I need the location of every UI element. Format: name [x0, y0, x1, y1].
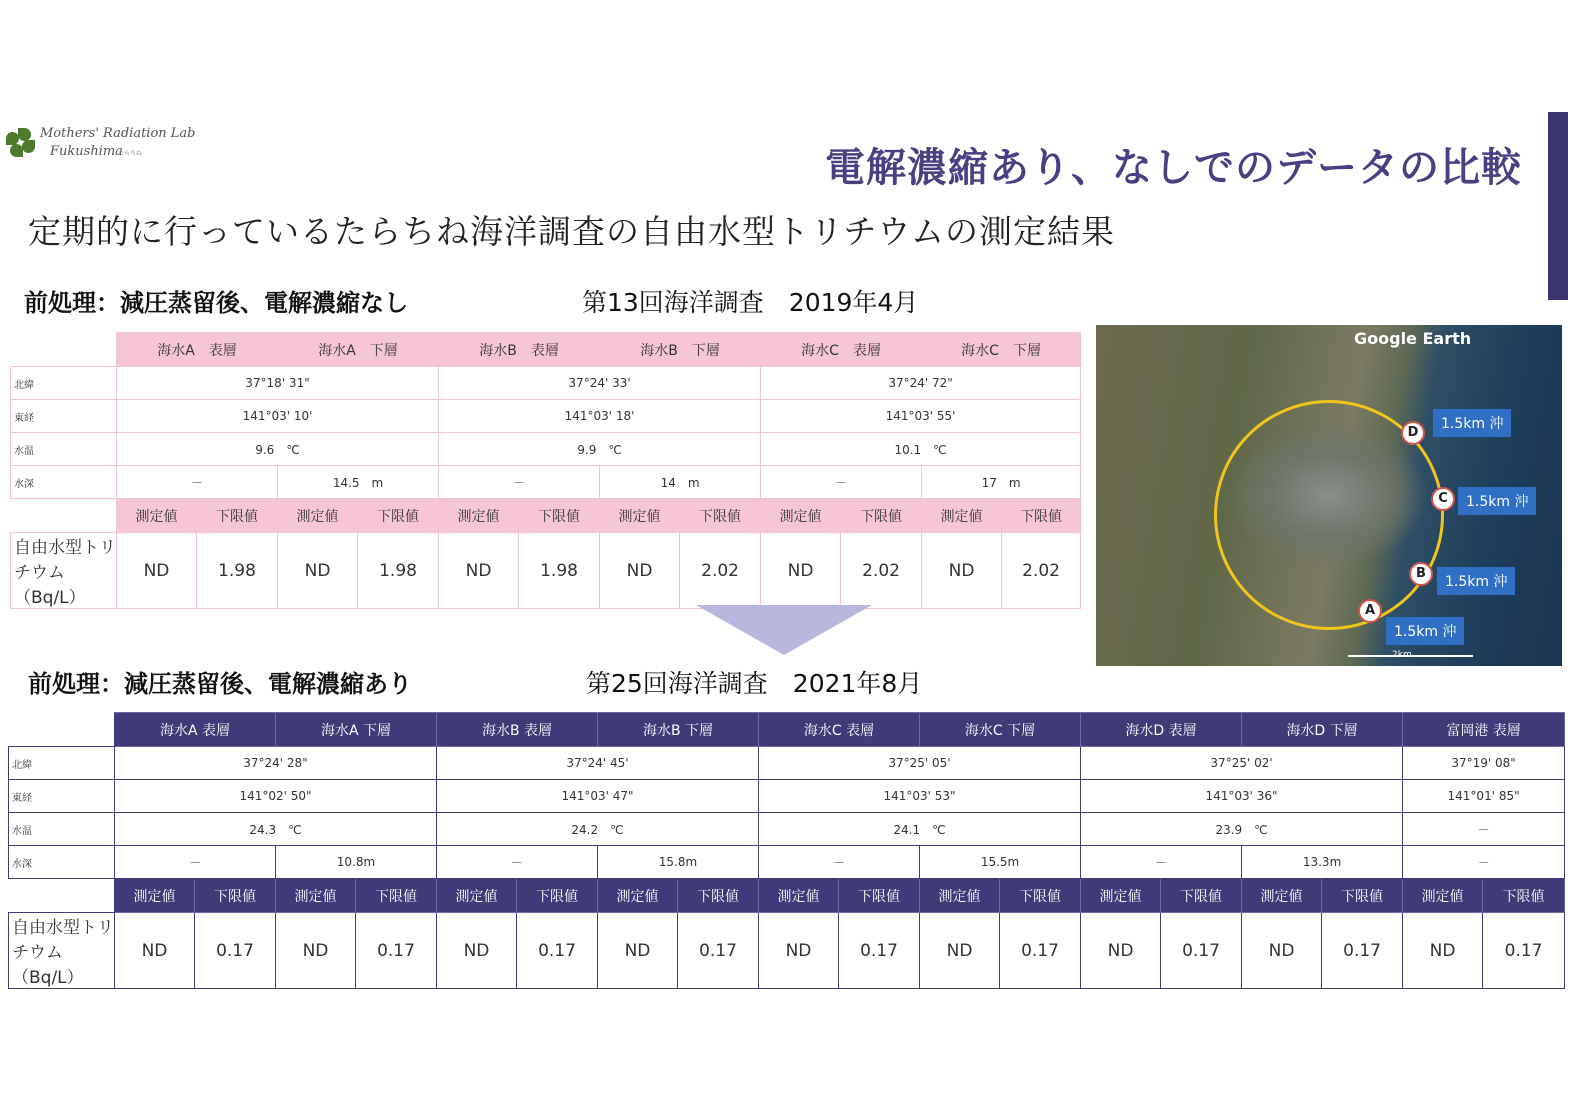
- limit-value: 0.17: [195, 913, 276, 989]
- column-header: 海水B 表層: [439, 333, 600, 367]
- limit-header: 下限値: [358, 499, 439, 533]
- limit-value: 0.17: [356, 913, 437, 989]
- measure-header: 測定値: [439, 499, 519, 533]
- table-row: [11, 466, 1081, 499]
- longitude-cell: 141°03' 53": [759, 780, 1081, 813]
- latitude-cell: 37°24' 28": [115, 747, 437, 780]
- temperature-cell: 24.1 ℃: [759, 813, 1081, 846]
- temperature-cell: －: [1403, 813, 1565, 846]
- column-header: 海水C 表層: [759, 713, 920, 747]
- limit-header: 下限値: [1161, 879, 1242, 913]
- measure-header: 測定値: [922, 499, 1002, 533]
- pretreatment-label-2019: 前処理：減圧蒸留後、電解濃縮なし: [24, 289, 408, 317]
- limit-value: 0.17: [1161, 913, 1242, 989]
- latitude-cell: 37°24' 45': [437, 747, 759, 780]
- result-row: [11, 533, 1081, 609]
- row-label: 東経: [9, 780, 115, 813]
- column-header: 富岡港 表層: [1403, 713, 1565, 747]
- temperature-cell: 24.2 ℃: [437, 813, 759, 846]
- limit-header: 下限値: [839, 879, 920, 913]
- measure-header: 測定値: [278, 499, 358, 533]
- limit-value: 0.17: [1000, 913, 1081, 989]
- column-header: 海水B 下層: [598, 713, 759, 747]
- measure-header: 測定値: [117, 499, 197, 533]
- longitude-cell: 141°03' 55': [761, 400, 1081, 433]
- temperature-cell: 24.3 ℃: [115, 813, 437, 846]
- survey-label-2021: 第25回海洋調査 2021年8月: [586, 669, 923, 698]
- subheader-row: [9, 879, 1565, 913]
- depth-cell: －: [759, 846, 920, 879]
- measure-header: 測定値: [1242, 879, 1322, 913]
- measure-header: 測定値: [598, 879, 678, 913]
- table-row: [9, 813, 1565, 846]
- limit-header: 下限値: [678, 879, 759, 913]
- clover-icon: [22, 140, 35, 153]
- depth-cell: －: [1403, 846, 1565, 879]
- limit-header: 下限値: [519, 499, 600, 533]
- row-label: 北緯: [9, 747, 115, 780]
- table-row: [9, 780, 1565, 813]
- latitude-cell: 37°25' 02': [1081, 747, 1403, 780]
- point-marker: B: [1409, 562, 1433, 586]
- row-label: 東経: [11, 400, 117, 433]
- longitude-cell: 141°03' 47": [437, 780, 759, 813]
- measure-header: 測定値: [759, 879, 839, 913]
- point-label: 1.5km 沖: [1458, 487, 1536, 515]
- point-label: 1.5km 沖: [1386, 617, 1464, 645]
- measure-header: 測定値: [1081, 879, 1161, 913]
- measure-header: 測定値: [1403, 879, 1483, 913]
- depth-cell: 15.5m: [920, 846, 1081, 879]
- temperature-cell: 9.9 ℃: [439, 433, 761, 466]
- limit-header: 下限値: [1322, 879, 1403, 913]
- page-subtitle: 定期的に行っているたらちね海洋調査の自由水型トリチウムの測定結果: [28, 212, 1116, 251]
- result-value: ND: [115, 913, 195, 989]
- result-value: ND: [920, 913, 1000, 989]
- result-value: ND: [278, 533, 358, 609]
- map-brand: Google Earth: [1354, 329, 1472, 348]
- row-label: 水深: [11, 466, 117, 499]
- point-marker: C: [1431, 487, 1455, 511]
- point-label: 1.5km 沖: [1437, 567, 1515, 595]
- depth-cell: 10.8m: [276, 846, 437, 879]
- limit-header: 下限値: [1002, 499, 1081, 533]
- table-row: [9, 747, 1565, 780]
- depth-cell: －: [439, 466, 600, 499]
- results-table-2021: [8, 712, 1565, 989]
- limit-value: 2.02: [841, 533, 922, 609]
- result-row: [9, 913, 1565, 989]
- result-value: ND: [1081, 913, 1161, 989]
- table-header-row: [9, 713, 1565, 747]
- result-value: ND: [761, 533, 841, 609]
- temperature-cell: 10.1 ℃: [761, 433, 1081, 466]
- table-row: [9, 846, 1565, 879]
- limit-header: 下限値: [517, 879, 598, 913]
- row-label: 自由水型トリチウム（Bq/L）: [9, 913, 115, 989]
- depth-cell: －: [437, 846, 598, 879]
- result-value: ND: [276, 913, 356, 989]
- result-value: ND: [437, 913, 517, 989]
- longitude-cell: 141°02' 50": [115, 780, 437, 813]
- measure-header: 測定値: [115, 879, 195, 913]
- survey-label-2019: 第13回海洋調査 2019年4月: [582, 288, 919, 317]
- results-table-2019: [10, 332, 1081, 609]
- longitude-cell: 141°03' 10': [117, 400, 439, 433]
- row-label: 北緯: [11, 367, 117, 400]
- latitude-cell: 37°19' 08": [1403, 747, 1565, 780]
- column-header: 海水C 下層: [920, 713, 1081, 747]
- row-label: 自由水型トリチウム（Bq/L）: [11, 533, 117, 609]
- table-row: [11, 400, 1081, 433]
- limit-header: 下限値: [841, 499, 922, 533]
- limit-header: 下限値: [1483, 879, 1565, 913]
- column-header: 海水C 下層: [922, 333, 1081, 367]
- depth-cell: 13.3m: [1242, 846, 1403, 879]
- limit-header: 下限値: [195, 879, 276, 913]
- depth-cell: －: [1081, 846, 1242, 879]
- depth-cell: 14.5 m: [278, 466, 439, 499]
- depth-cell: －: [115, 846, 276, 879]
- column-header: 海水B 下層: [600, 333, 761, 367]
- limit-value: 0.17: [517, 913, 598, 989]
- depth-cell: 17 m: [922, 466, 1081, 499]
- point-label: 1.5km 沖: [1433, 409, 1511, 437]
- limit-value: 1.98: [358, 533, 439, 609]
- result-value: ND: [600, 533, 680, 609]
- down-arrow-icon: [696, 605, 872, 655]
- limit-value: 2.02: [1002, 533, 1081, 609]
- result-value: ND: [1242, 913, 1322, 989]
- latitude-cell: 37°18' 31": [117, 367, 439, 400]
- column-header: 海水A 下層: [276, 713, 437, 747]
- result-value: ND: [759, 913, 839, 989]
- page-title: 電解濃縮あり、なしでのデータの比較: [825, 145, 1522, 191]
- row-label: 水深: [9, 846, 115, 879]
- column-header: 海水D 下層: [1242, 713, 1403, 747]
- limit-value: 0.17: [1483, 913, 1565, 989]
- depth-cell: 15.8m: [598, 846, 759, 879]
- result-value: ND: [439, 533, 519, 609]
- measure-header: 測定値: [276, 879, 356, 913]
- depth-cell: 14 m: [600, 466, 761, 499]
- column-header: 海水B 表層: [437, 713, 598, 747]
- map-scale-label: 2km: [1392, 650, 1412, 660]
- accent-bar: [1548, 112, 1568, 300]
- latitude-cell: 37°24' 72": [761, 367, 1081, 400]
- result-value: ND: [598, 913, 678, 989]
- limit-value: 2.02: [680, 533, 761, 609]
- longitude-cell: 141°03' 18': [439, 400, 761, 433]
- table-row: [11, 367, 1081, 400]
- column-header: 海水D 表層: [1081, 713, 1242, 747]
- point-marker: D: [1401, 421, 1425, 445]
- limit-value: 0.17: [1322, 913, 1403, 989]
- depth-cell: －: [117, 466, 278, 499]
- limit-value: 1.98: [197, 533, 278, 609]
- table-row: [11, 433, 1081, 466]
- measure-header: 測定値: [761, 499, 841, 533]
- measure-header: 測定値: [920, 879, 1000, 913]
- map-image: [1096, 325, 1562, 666]
- longitude-cell: 141°01' 85": [1403, 780, 1565, 813]
- logo-text: Fukushima: [50, 144, 123, 159]
- result-value: ND: [1403, 913, 1483, 989]
- logo-text: たらちね: [118, 150, 143, 157]
- column-header: 海水C 表層: [761, 333, 922, 367]
- limit-header: 下限値: [680, 499, 761, 533]
- latitude-cell: 37°24' 33': [439, 367, 761, 400]
- column-header: 海水A 下層: [278, 333, 439, 367]
- temperature-cell: 23.9 ℃: [1081, 813, 1403, 846]
- column-header: 海水A 表層: [115, 713, 276, 747]
- longitude-cell: 141°03' 36": [1081, 780, 1403, 813]
- limit-header: 下限値: [197, 499, 278, 533]
- pretreatment-label-2021: 前処理：減圧蒸留後、電解濃縮あり: [28, 670, 412, 698]
- row-label: 水温: [11, 433, 117, 466]
- measure-header: 測定値: [600, 499, 680, 533]
- temperature-cell: 9.6 ℃: [117, 433, 439, 466]
- latitude-cell: 37°25' 05': [759, 747, 1081, 780]
- point-marker: A: [1358, 599, 1382, 623]
- logo: [2, 124, 196, 170]
- table-header-row: [11, 333, 1081, 367]
- measure-header: 測定値: [437, 879, 517, 913]
- limit-value: 0.17: [839, 913, 920, 989]
- column-header: 海水A 表層: [117, 333, 278, 367]
- result-value: ND: [922, 533, 1002, 609]
- subheader-row: [11, 499, 1081, 533]
- depth-cell: －: [761, 466, 922, 499]
- row-label: 水温: [9, 813, 115, 846]
- limit-header: 下限値: [356, 879, 437, 913]
- limit-value: 1.98: [519, 533, 600, 609]
- limit-value: 0.17: [678, 913, 759, 989]
- limit-header: 下限値: [1000, 879, 1081, 913]
- logo-text: Mothers' Radiation Lab: [40, 126, 196, 141]
- result-value: ND: [117, 533, 197, 609]
